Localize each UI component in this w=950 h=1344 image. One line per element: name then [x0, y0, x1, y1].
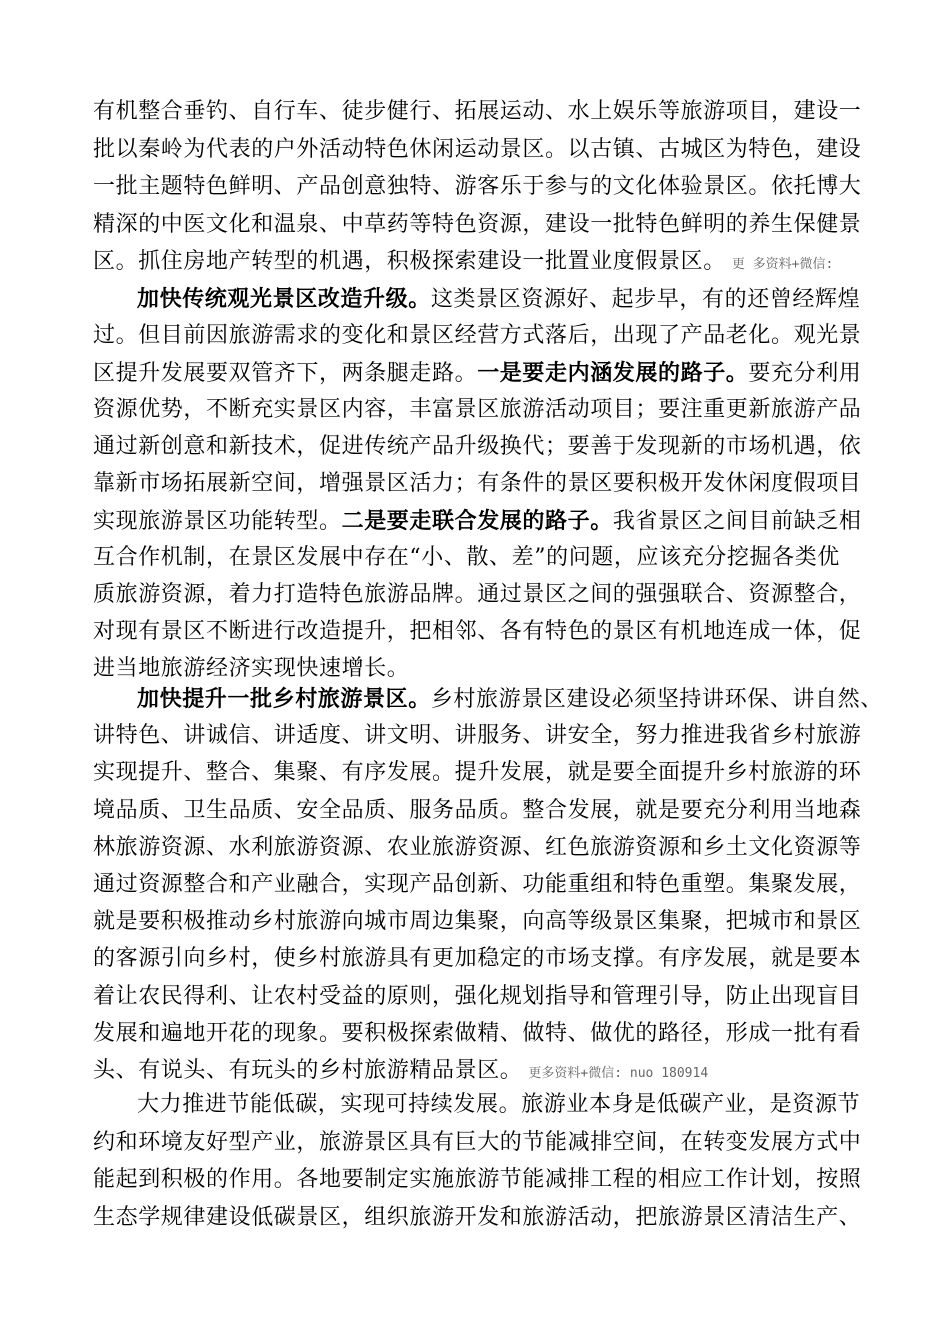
text-line — [93, 982, 861, 1012]
text-run: 区提升发展要双管齐下，两条腿走路。 — [93, 361, 478, 386]
text-run: 林旅游资源、水利旅游资源、农业旅游资源、红色旅游资源和乡土文化资源等 — [93, 834, 862, 860]
text-line — [137, 1090, 860, 1120]
text-run: 头、有说头、有玩头的乡村旅游精品景区。 — [93, 1058, 523, 1083]
text-run: 批以秦岭为代表的户外活动特色休闲运动景区。以古镇、古城区为特色，建设 — [93, 136, 862, 162]
text-run: 讲特色、讲诚信、讲适度、讲文明、讲服务、讲安全，努力推进我省乡村旅游 — [93, 723, 862, 749]
text-line — [93, 758, 861, 788]
text-run: 靠新市场拓展新空间，增强景区活力；有条件的景区要积极开发休闲度假项目 — [93, 471, 862, 496]
bold-heading-run: 一是要走内涵发展的路子。 — [477, 360, 749, 386]
text-line — [93, 358, 861, 389]
text-run: 大力推进节能低碳，实现可持续发展。旅游业本身是低碳产业，是资源节 — [137, 1092, 861, 1117]
text-line — [93, 469, 861, 499]
text-run: 能起到积极的作用。各地要制定实施旅游节能减排工程的相应工作计划，按照 — [93, 1167, 862, 1192]
text-line — [93, 97, 861, 127]
text-line — [93, 580, 861, 610]
text-line — [93, 870, 861, 900]
text-line — [93, 907, 861, 937]
text-line — [93, 1056, 708, 1089]
text-run: 有机整合垂钓、自行车、徒步健行、拓展运动、水上娱乐等旅游项目，建设一 — [93, 99, 862, 124]
text-line — [93, 944, 861, 974]
text-line — [93, 247, 833, 280]
text-run: 区。抓住房地产转型的机遇，积极探索建设一批置业度假景区。 — [93, 249, 726, 274]
text-run: 约和环境友好型产业，旅游景区具有巨大的节能减排空间，在转变发展方式中 — [93, 1129, 862, 1155]
text-line — [93, 172, 861, 202]
text-run: 乡村旅游景区建设必须坚持讲环保、讲自然、 — [430, 687, 883, 712]
text-run: 通过资源整合和产业融合，实现产品创新、功能重组和特色重塑。集聚发展， — [93, 872, 862, 897]
text-run: 质旅游资源，着力打造特色旅游品牌。通过景区之间的强强联合、资源整合， — [93, 582, 862, 607]
bold-heading-run: 二是要走联合发展的路子。 — [341, 508, 613, 534]
text-line — [93, 543, 840, 573]
text-run: 发展和遍地开花的现象。要积极探索做精、做特、做优的路径，形成一批有看 — [93, 1020, 862, 1046]
text-run: 实现旅游景区功能转型。 — [93, 509, 342, 534]
text-run: 的客源引向乡村，使乡村旅游具有更加稳定的市场支撑。有序发展，就是要本 — [93, 946, 862, 972]
text-line — [137, 684, 883, 715]
text-line — [93, 395, 861, 425]
text-run: 生态学规律建设低碳景区，组织旅游开发和旅游活动，把旅游景区清洁生产、 — [93, 1204, 862, 1230]
text-line — [93, 506, 861, 537]
text-run: 实现提升、整合、集聚、有序发展。提升发展，就是要全面提升乡村旅游的环 — [93, 760, 862, 786]
text-run: 互合作机制，在景区发展中存在“小、散、差”的问题，应该充分挖掘各类优 — [93, 545, 840, 570]
text-run: 这类景区资源好、起步早，有的还曾经辉煌 — [430, 287, 861, 312]
text-line — [93, 1203, 861, 1233]
watermark-note: 更 多资料+微信: — [731, 257, 834, 272]
text-line — [137, 284, 860, 315]
text-run: 资源优势，不断充实景区内容，丰富景区旅游活动项目；要注重更新旅游产品 — [93, 397, 862, 422]
text-run: 对现有景区不断进行改造提升，把相邻、各有特色的景区有机地连成一体，促 — [93, 619, 862, 644]
text-line — [93, 654, 409, 684]
text-line — [93, 617, 861, 647]
text-run: 一批主题特色鲜明、产品创意独特、游客乐于参与的文化体验景区。依托博大 — [93, 174, 862, 199]
watermark-note: 更多资料+微信: nuo 180914 — [528, 1066, 709, 1081]
text-run: 精深的中医文化和温泉、中草药等特色资源，建设一批特色鲜明的养生保健景 — [93, 211, 862, 237]
text-line — [93, 721, 861, 751]
text-line — [93, 796, 861, 826]
text-run: 境品质、卫生品质、安全品质、服务品质。整合发展，就是要充分利用当地森 — [93, 797, 862, 823]
text-run: 通过新创意和新技术，促进传统产品升级换代；要善于发现新的市场机遇，依 — [93, 434, 862, 459]
text-run: 我省景区之间目前缺乏相 — [612, 509, 862, 534]
text-line — [93, 210, 861, 240]
text-line — [93, 1128, 861, 1158]
bold-heading-run: 加快提升一批乡村旅游景区。 — [137, 686, 431, 712]
text-line — [93, 833, 861, 863]
text-run: 着让农民得利、让农村受益的原则，强化规划指导和管理引导，防止出现盲目 — [93, 983, 862, 1009]
text-line — [93, 432, 861, 462]
text-line — [93, 1165, 861, 1195]
text-run: 要充分利用 — [748, 361, 862, 386]
bold-heading-run: 加快传统观光景区改造升级。 — [137, 286, 431, 312]
text-line — [93, 1019, 861, 1049]
text-line — [93, 321, 861, 351]
text-line — [93, 135, 861, 165]
text-run: 过。但目前因旅游需求的变化和景区经营方式落后，出现了产品老化。观光景 — [93, 323, 862, 348]
text-run: 进当地旅游经济实现快速增长。 — [93, 656, 410, 681]
text-run: 就是要积极推动乡村旅游向城市周边集聚，向高等级景区集聚，把城市和景区 — [93, 909, 862, 935]
